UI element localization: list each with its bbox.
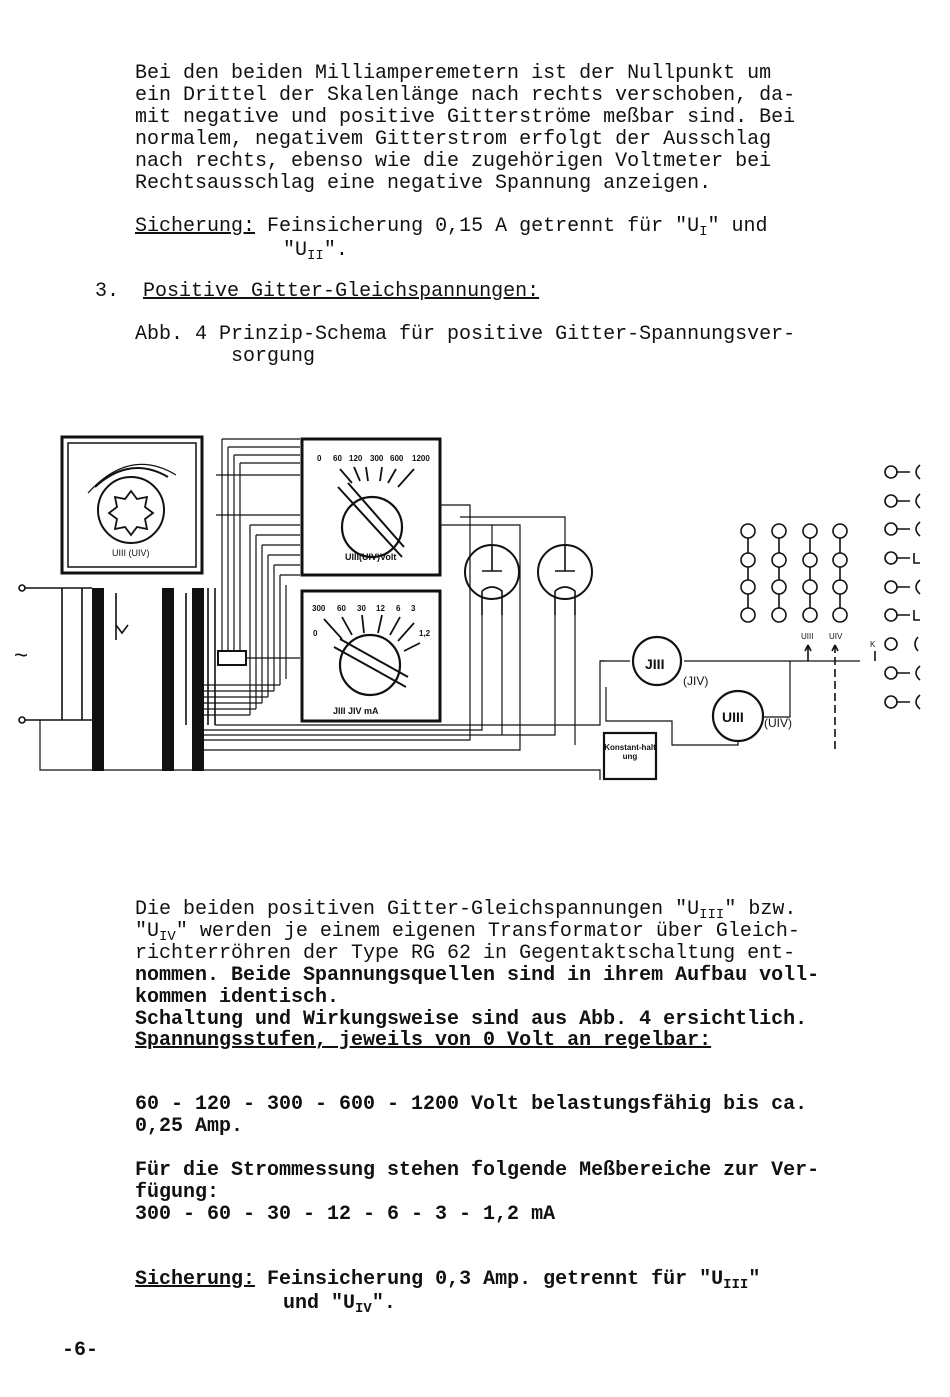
body-paragraph bbox=[135, 877, 819, 1031]
fuse-note-2 bbox=[135, 1247, 760, 1291]
ammeter-label: JIII bbox=[645, 656, 665, 672]
volt-tick: 60 bbox=[333, 454, 342, 463]
terminal-k: K bbox=[870, 640, 876, 649]
subscript: III bbox=[699, 907, 725, 923]
fuse-note-1-line2 bbox=[283, 218, 348, 262]
section-number: 3. bbox=[95, 280, 120, 303]
figure-caption bbox=[135, 302, 795, 368]
constant-regulator-box bbox=[604, 733, 656, 779]
terminal-matrix bbox=[741, 524, 876, 750]
volt-tick: 1200 bbox=[412, 454, 430, 463]
caption-line: Abb. 4 Prinzip-Schema für positive Gitter-Spannungsver- bbox=[135, 323, 796, 346]
transformer-1 bbox=[62, 588, 186, 771]
page-number: -6- bbox=[62, 1339, 99, 1362]
subscript: II bbox=[307, 248, 324, 264]
body-text: " bzw. bbox=[724, 898, 797, 921]
volt-tick: 0 bbox=[317, 454, 322, 463]
rectifier-tube-2 bbox=[538, 545, 592, 615]
body-text: richterröhren der Type RG 62 in Gegentaktschaltung ent- bbox=[135, 942, 796, 965]
intro-line: ein Drittel der Skalenlänge nach rechts verschoben, da- bbox=[135, 84, 796, 107]
volt-tick: 120 bbox=[349, 454, 363, 463]
subscript: III bbox=[723, 1277, 749, 1293]
ma-tick: 12 bbox=[376, 604, 385, 613]
terminal-u4: UIV bbox=[829, 632, 843, 641]
edge-jacks bbox=[885, 465, 920, 709]
fuse-note-1 bbox=[135, 194, 768, 238]
fuse-text: Feinsicherung 0,3 Amp. getrennt für "U bbox=[267, 1268, 724, 1291]
ma-label: JIII JIV mA bbox=[333, 706, 379, 716]
current-ranges-intro bbox=[135, 1138, 819, 1204]
intro-line: Bei den beiden Milliamperemetern ist der Nullpunkt um bbox=[135, 62, 772, 85]
current-line: Für die Strommessung stehen folgende Meßbereiche zur Ver- bbox=[135, 1159, 820, 1182]
ma-tick: 60 bbox=[337, 604, 346, 613]
current-ranges: 300 - 60 - 30 - 12 - 6 - 3 - 1,2 mA bbox=[135, 1203, 556, 1226]
volt-label: UIII(UIV)Volt bbox=[345, 552, 397, 562]
body-text: Die beiden positiven Gitter-Gleichspannungen "U bbox=[135, 898, 700, 921]
volt-tick: 300 bbox=[370, 454, 384, 463]
fuse-note-2-line2 bbox=[283, 1271, 396, 1315]
knob-label: UIII (UIV) bbox=[112, 548, 150, 558]
ma-tick: 6 bbox=[396, 604, 401, 613]
steps-line: 0,25 Amp. bbox=[135, 1115, 244, 1138]
ammeter bbox=[633, 637, 708, 688]
ma-tick: 30 bbox=[357, 604, 366, 613]
ma-tick: 0 bbox=[313, 629, 318, 638]
body-text: "U bbox=[135, 920, 160, 943]
volt-range-switch bbox=[302, 439, 440, 575]
ma-tick: 3 bbox=[411, 604, 416, 613]
voltmeter-label: UIII bbox=[722, 709, 744, 725]
caption-line: sorgung bbox=[231, 345, 316, 368]
fuse-text: ". bbox=[323, 239, 348, 262]
voltage-steps bbox=[135, 1072, 807, 1138]
current-line: fügung: bbox=[135, 1181, 220, 1204]
ma-tick: 300 bbox=[312, 604, 326, 613]
section-title: Positive Gitter-Gleichspannungen: bbox=[143, 280, 540, 303]
intro-line: normalem, negativem Gitterstrom erfolgt der Ausschlag bbox=[135, 128, 772, 151]
ammeter-alt-label: (JIV) bbox=[683, 674, 709, 688]
ma-tick: 1,2 bbox=[419, 629, 431, 638]
fuse-text: " bbox=[748, 1268, 761, 1291]
voltmeter bbox=[713, 691, 792, 741]
body-text: nommen. Beide Spannungsquellen sind in ihrem Aufbau voll- bbox=[135, 964, 820, 987]
ma-range-switch bbox=[302, 591, 440, 721]
rectifier-tube-1 bbox=[465, 545, 519, 615]
fuse-label: Sicherung: bbox=[135, 1268, 256, 1291]
voltmeter-alt-label: (UIV) bbox=[764, 716, 792, 730]
fuse-text: "U bbox=[283, 239, 308, 262]
transformer-2 bbox=[192, 588, 215, 771]
fuse-text: " und bbox=[707, 215, 768, 238]
intro-line: mit negative und positive Gitterströme meßbar sind. Bei bbox=[135, 106, 796, 129]
intro-line: Rechtsausschlag eine negative Spannung anzeigen. bbox=[135, 172, 712, 195]
fuse-label: Sicherung: bbox=[135, 215, 256, 238]
subscript: IV bbox=[159, 929, 176, 945]
fuse-text: und "U bbox=[283, 1292, 356, 1315]
fuse-text: ". bbox=[371, 1292, 396, 1315]
section-heading bbox=[95, 259, 539, 303]
voltage-steps-heading: Spannungsstufen, jeweils von 0 Volt an regelbar: bbox=[135, 1029, 712, 1052]
ac-input bbox=[14, 585, 92, 723]
body-text: " werden je einem eigenen Transformator über Gleich- bbox=[175, 920, 800, 943]
circuit-diagram bbox=[0, 425, 950, 795]
body-text: Schaltung und Wirkungsweise sind aus Abb. 4 ersichtlich. bbox=[135, 1008, 808, 1031]
fuse-text: Feinsicherung 0,15 A getrennt für "U bbox=[267, 215, 700, 238]
constant-box-label: Konstant-haltung bbox=[604, 743, 656, 761]
ac-symbol: ~ bbox=[14, 642, 29, 669]
steps-line: 60 - 120 - 300 - 600 - 1200 Volt belastungsfähig bis ca. bbox=[135, 1093, 808, 1116]
terminal-u3: UIII bbox=[801, 632, 814, 641]
regulator-knob-panel bbox=[62, 437, 202, 573]
volt-tick: 600 bbox=[390, 454, 404, 463]
intro-line: nach rechts, ebenso wie die zugehörigen Voltmeter bei bbox=[135, 150, 772, 173]
fuse-symbol bbox=[218, 651, 246, 665]
intro-paragraph bbox=[135, 41, 795, 195]
subscript: I bbox=[699, 224, 708, 240]
subscript: IV bbox=[355, 1301, 372, 1317]
body-text: kommen identisch. bbox=[135, 986, 340, 1009]
